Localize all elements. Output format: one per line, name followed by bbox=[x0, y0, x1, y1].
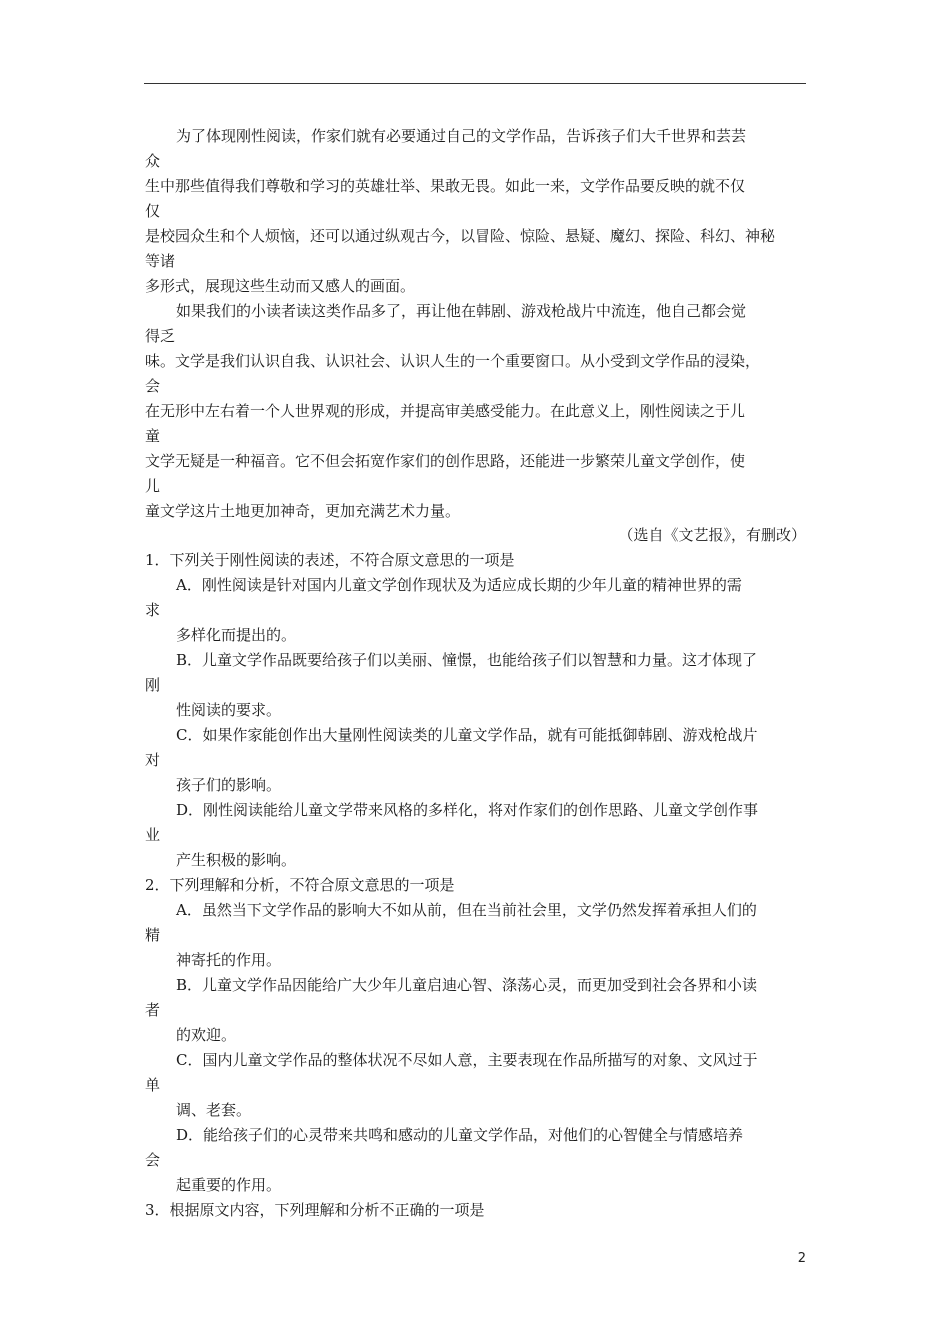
text-line: 会 bbox=[145, 377, 161, 395]
q1-option-b-wrap: 刚 bbox=[145, 676, 161, 694]
text-line: 多形式，展现这些生动而又感人的画面。 bbox=[145, 277, 416, 295]
text-line: 味。文学是我们认识自我、认识社会、认识人生的一个重要窗口。从小受到文学作品的浸染， bbox=[145, 352, 761, 370]
text-line: 童 bbox=[145, 427, 161, 445]
text-line: 如果我们的小读者读这类作品多了，再让他在韩剧、游戏枪战片中流连，他自己都会觉 bbox=[176, 302, 747, 320]
q1-option-a-wrap: 求 bbox=[145, 601, 161, 619]
text-line: 是校园众生和个人烦恼，还可以通过纵观古今，以冒险、惊险、悬疑、魔幻、探险、科幻、神秘 bbox=[145, 227, 776, 245]
q1-option-d-cont: 产生积极的影响。 bbox=[176, 851, 297, 869]
text-line: 为了体现刚性阅读，作家们就有必要通过自己的文学作品，告诉孩子们大千世界和芸芸 bbox=[176, 127, 747, 145]
question-2-stem: 2．下列理解和分析，不符合原文意思的一项是 bbox=[145, 876, 455, 894]
q1-option-d: D．刚性阅读能给儿童文学带来风格的多样化，将对作家们的创作思路、儿童文学创作事 bbox=[176, 801, 759, 819]
text-line: 文学无疑是一种福音。它不但会拓宽作家们的创作思路，还能进一步繁荣儿童文学创作，使 bbox=[145, 452, 746, 470]
q1-option-c-cont: 孩子们的影响。 bbox=[176, 776, 282, 794]
text-line: 等诸 bbox=[145, 252, 176, 270]
q1-option-c-wrap: 对 bbox=[145, 751, 161, 769]
q2-option-c: C．国内儿童文学作品的整体状况不尽如人意，主要表现在作品所描写的对象、文风过于 bbox=[176, 1051, 758, 1069]
q2-option-d-wrap: 会 bbox=[145, 1151, 161, 1169]
text-line: 童文学这片土地更加神奇，更加充满艺术力量。 bbox=[145, 502, 461, 520]
q2-option-a: A．虽然当下文学作品的影响大不如从前，但在当前社会里，文学仍然发挥着承担人们的 bbox=[176, 901, 757, 919]
q1-option-d-wrap: 业 bbox=[145, 826, 161, 844]
q2-option-b-wrap: 者 bbox=[145, 1001, 161, 1019]
q1-option-b: B．儿童文学作品既要给孩子们以美丽、憧憬，也能给孩子们以智慧和力量。这才体现了 bbox=[176, 651, 758, 669]
text-line: 生中那些值得我们尊敬和学习的英雄壮举、果敢无畏。如此一来，文学作品要反映的就不仅 bbox=[145, 177, 746, 195]
q2-option-a-cont: 神寄托的作用。 bbox=[176, 951, 282, 969]
q2-option-a-wrap: 精 bbox=[145, 926, 161, 944]
text-line: 儿 bbox=[145, 477, 161, 495]
q2-option-c-wrap: 单 bbox=[145, 1076, 161, 1094]
source-citation: （选自《文艺报》，有删改） bbox=[618, 526, 806, 544]
text-line: 众 bbox=[145, 152, 161, 170]
question-1-stem: 1．下列关于刚性阅读的表述，不符合原文意思的一项是 bbox=[145, 551, 515, 569]
q2-option-d: D．能给孩子们的心灵带来共鸣和感动的儿童文学作品，对他们的心智健全与情感培养 bbox=[176, 1126, 744, 1144]
header-rule bbox=[144, 83, 806, 84]
q1-option-a: A．刚性阅读是针对国内儿童文学创作现状及为适应成长期的少年儿童的精神世界的需 bbox=[176, 576, 742, 594]
question-3-stem: 3．根据原文内容，下列理解和分析不正确的一项是 bbox=[145, 1201, 485, 1219]
text-line: 仅 bbox=[145, 202, 161, 220]
q1-option-c: C．如果作家能创作出大量刚性阅读类的儿童文学作品，就有可能抵御韩剧、游戏枪战片 bbox=[176, 726, 758, 744]
q2-option-b: B．儿童文学作品因能给广大少年儿童启迪心智、涤荡心灵，而更加受到社会各界和小读 bbox=[176, 976, 758, 994]
q1-option-b-cont: 性阅读的要求。 bbox=[176, 701, 282, 719]
q2-option-d-cont: 起重要的作用。 bbox=[176, 1176, 282, 1194]
page-number: 2 bbox=[797, 1251, 806, 1266]
q2-option-c-cont: 调、老套。 bbox=[176, 1101, 252, 1119]
text-line: 得乏 bbox=[145, 327, 176, 345]
text-line: 在无形中左右着一个人世界观的形成，并提高审美感受能力。在此意义上，刚性阅读之于儿 bbox=[145, 402, 746, 420]
q1-option-a-cont: 多样化而提出的。 bbox=[176, 626, 297, 644]
q2-option-b-cont: 的欢迎。 bbox=[176, 1026, 237, 1044]
